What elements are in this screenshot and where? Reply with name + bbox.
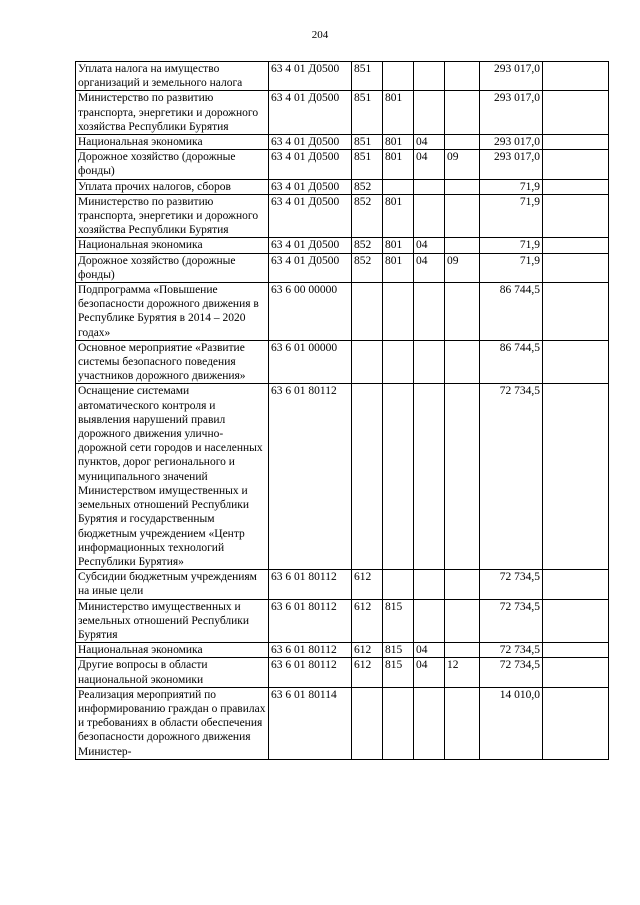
- table-row: [76, 687, 609, 759]
- target-article-cell: 63 4 01 Д0500: [269, 179, 352, 194]
- expense-type-cell: 612: [352, 570, 383, 599]
- subsection-cell: [445, 283, 480, 341]
- empty-trailing-cell: [543, 194, 609, 238]
- amount-cell: 71,9: [480, 179, 543, 194]
- section-cell: [414, 194, 445, 238]
- expense-type-cell: 852: [352, 179, 383, 194]
- administrator-code-cell: 815: [383, 599, 414, 643]
- table-row: [76, 283, 609, 341]
- expense-type-cell: 851: [352, 91, 383, 135]
- row-name-cell: Уплата прочих налогов, сборов: [76, 179, 269, 194]
- section-cell: [414, 62, 445, 91]
- row-name-cell: Национальная экономика: [76, 135, 269, 150]
- table-row: [76, 179, 609, 194]
- section-cell: [414, 283, 445, 341]
- administrator-code-cell: 801: [383, 91, 414, 135]
- amount-cell: 14 010,0: [480, 687, 543, 759]
- subsection-cell: 09: [445, 150, 480, 179]
- administrator-code-cell: [383, 384, 414, 570]
- amount-cell: 72 734,5: [480, 658, 543, 687]
- target-article-cell: 63 6 01 80112: [269, 658, 352, 687]
- administrator-code-cell: 801: [383, 238, 414, 253]
- target-article-cell: 63 6 01 80112: [269, 570, 352, 599]
- empty-trailing-cell: [543, 91, 609, 135]
- administrator-code-cell: [383, 179, 414, 194]
- expense-type-cell: [352, 384, 383, 570]
- section-cell: [414, 687, 445, 759]
- administrator-code-cell: 801: [383, 194, 414, 238]
- amount-cell: 293 017,0: [480, 62, 543, 91]
- table-row: [76, 643, 609, 658]
- administrator-code-cell: 801: [383, 253, 414, 282]
- empty-trailing-cell: [543, 150, 609, 179]
- row-name-cell: Национальная экономика: [76, 238, 269, 253]
- subsection-cell: [445, 91, 480, 135]
- table-row: [76, 658, 609, 687]
- subsection-cell: 12: [445, 658, 480, 687]
- expense-type-cell: [352, 283, 383, 341]
- expense-type-cell: [352, 687, 383, 759]
- amount-cell: 293 017,0: [480, 135, 543, 150]
- expense-type-cell: 852: [352, 238, 383, 253]
- table-row: [76, 384, 609, 570]
- section-cell: 04: [414, 643, 445, 658]
- table-row: [76, 62, 609, 91]
- row-name-cell: Дорожное хозяйство (дорожные фонды): [76, 150, 269, 179]
- section-cell: [414, 91, 445, 135]
- subsection-cell: [445, 340, 480, 384]
- target-article-cell: 63 4 01 Д0500: [269, 91, 352, 135]
- subsection-cell: [445, 599, 480, 643]
- table-row: [76, 570, 609, 599]
- amount-cell: 293 017,0: [480, 150, 543, 179]
- table-row: [76, 253, 609, 282]
- empty-trailing-cell: [543, 384, 609, 570]
- administrator-code-cell: 801: [383, 135, 414, 150]
- amount-cell: 293 017,0: [480, 91, 543, 135]
- subsection-cell: [445, 238, 480, 253]
- empty-trailing-cell: [543, 658, 609, 687]
- row-name-cell: Министерство по развитию транспорта, энергетики и дорожного хозяйства Республики Бурятия: [76, 194, 269, 238]
- administrator-code-cell: [383, 62, 414, 91]
- amount-cell: 86 744,5: [480, 283, 543, 341]
- budget-table: [75, 61, 609, 760]
- section-cell: [414, 179, 445, 194]
- expense-type-cell: [352, 340, 383, 384]
- amount-cell: 72 734,5: [480, 570, 543, 599]
- expense-type-cell: 851: [352, 62, 383, 91]
- section-cell: 04: [414, 150, 445, 179]
- section-cell: [414, 599, 445, 643]
- target-article-cell: 63 6 01 80114: [269, 687, 352, 759]
- row-name-cell: Реализация мероприятий по информированию граждан о правилах и требованиях в области обеспечения безопасности дорожного движения Министер-: [76, 687, 269, 759]
- empty-trailing-cell: [543, 179, 609, 194]
- section-cell: [414, 570, 445, 599]
- expense-type-cell: 852: [352, 194, 383, 238]
- subsection-cell: [445, 62, 480, 91]
- subsection-cell: [445, 570, 480, 599]
- amount-cell: 71,9: [480, 194, 543, 238]
- row-name-cell: Оснащение системами автоматического контроля и выявления нарушений правил дорожного движения улично-дорожной сети городов и населенных пунктов, дорог регионального и муниципального значений Министерством имущественных и земельных отношений Республики Бурятия и государственным бюджетным учреждением «Центр информационных технологий Республики Бурятия»: [76, 384, 269, 570]
- empty-trailing-cell: [543, 570, 609, 599]
- row-name-cell: Министерство имущественных и земельных отношений Республики Бурятия: [76, 599, 269, 643]
- table-row: [76, 135, 609, 150]
- administrator-code-cell: [383, 340, 414, 384]
- subsection-cell: [445, 135, 480, 150]
- empty-trailing-cell: [543, 253, 609, 282]
- subsection-cell: [445, 687, 480, 759]
- section-cell: [414, 384, 445, 570]
- amount-cell: 71,9: [480, 238, 543, 253]
- amount-cell: 72 734,5: [480, 643, 543, 658]
- empty-trailing-cell: [543, 687, 609, 759]
- target-article-cell: 63 4 01 Д0500: [269, 135, 352, 150]
- target-article-cell: 63 4 01 Д0500: [269, 253, 352, 282]
- empty-trailing-cell: [543, 599, 609, 643]
- amount-cell: 86 744,5: [480, 340, 543, 384]
- row-name-cell: Дорожное хозяйство (дорожные фонды): [76, 253, 269, 282]
- empty-trailing-cell: [543, 643, 609, 658]
- row-name-cell: Подпрограмма «Повышение безопасности дорожного движения в Республике Бурятия в 2014 – 2020 годах»: [76, 283, 269, 341]
- target-article-cell: 63 6 01 80112: [269, 599, 352, 643]
- subsection-cell: [445, 643, 480, 658]
- target-article-cell: 63 4 01 Д0500: [269, 238, 352, 253]
- section-cell: 04: [414, 253, 445, 282]
- section-cell: 04: [414, 658, 445, 687]
- table-row: [76, 91, 609, 135]
- expense-type-cell: 612: [352, 658, 383, 687]
- target-article-cell: 63 6 01 80112: [269, 384, 352, 570]
- administrator-code-cell: [383, 283, 414, 341]
- target-article-cell: 63 4 01 Д0500: [269, 150, 352, 179]
- empty-trailing-cell: [543, 340, 609, 384]
- amount-cell: 71,9: [480, 253, 543, 282]
- table-row: [76, 238, 609, 253]
- empty-trailing-cell: [543, 238, 609, 253]
- section-cell: 04: [414, 238, 445, 253]
- expense-type-cell: 612: [352, 643, 383, 658]
- expense-type-cell: 851: [352, 150, 383, 179]
- administrator-code-cell: 815: [383, 658, 414, 687]
- page-number: 204: [311, 29, 329, 41]
- expense-type-cell: 612: [352, 599, 383, 643]
- table-row: [76, 150, 609, 179]
- expense-type-cell: 851: [352, 135, 383, 150]
- target-article-cell: 63 6 00 00000: [269, 283, 352, 341]
- section-cell: 04: [414, 135, 445, 150]
- administrator-code-cell: 815: [383, 643, 414, 658]
- row-name-cell: Уплата налога на имущество организаций и земельного налога: [76, 62, 269, 91]
- expense-type-cell: 852: [352, 253, 383, 282]
- administrator-code-cell: 801: [383, 150, 414, 179]
- subsection-cell: [445, 384, 480, 570]
- administrator-code-cell: [383, 687, 414, 759]
- budget-table-body: [76, 62, 609, 760]
- subsection-cell: 09: [445, 253, 480, 282]
- row-name-cell: Другие вопросы в области национальной экономики: [76, 658, 269, 687]
- table-row: [76, 340, 609, 384]
- table-row: [76, 599, 609, 643]
- empty-trailing-cell: [543, 62, 609, 91]
- administrator-code-cell: [383, 570, 414, 599]
- target-article-cell: 63 4 01 Д0500: [269, 194, 352, 238]
- subsection-cell: [445, 179, 480, 194]
- row-name-cell: Министерство по развитию транспорта, энергетики и дорожного хозяйства Республики Бурятия: [76, 91, 269, 135]
- amount-cell: 72 734,5: [480, 599, 543, 643]
- target-article-cell: 63 4 01 Д0500: [269, 62, 352, 91]
- row-name-cell: Основное мероприятие «Развитие системы безопасного поведения участников дорожного движения»: [76, 340, 269, 384]
- empty-trailing-cell: [543, 283, 609, 341]
- row-name-cell: Субсидии бюджетным учреждениям на иные цели: [76, 570, 269, 599]
- empty-trailing-cell: [543, 135, 609, 150]
- target-article-cell: 63 6 01 80112: [269, 643, 352, 658]
- table-row: [76, 194, 609, 238]
- section-cell: [414, 340, 445, 384]
- row-name-cell: Национальная экономика: [76, 643, 269, 658]
- amount-cell: 72 734,5: [480, 384, 543, 570]
- subsection-cell: [445, 194, 480, 238]
- target-article-cell: 63 6 01 00000: [269, 340, 352, 384]
